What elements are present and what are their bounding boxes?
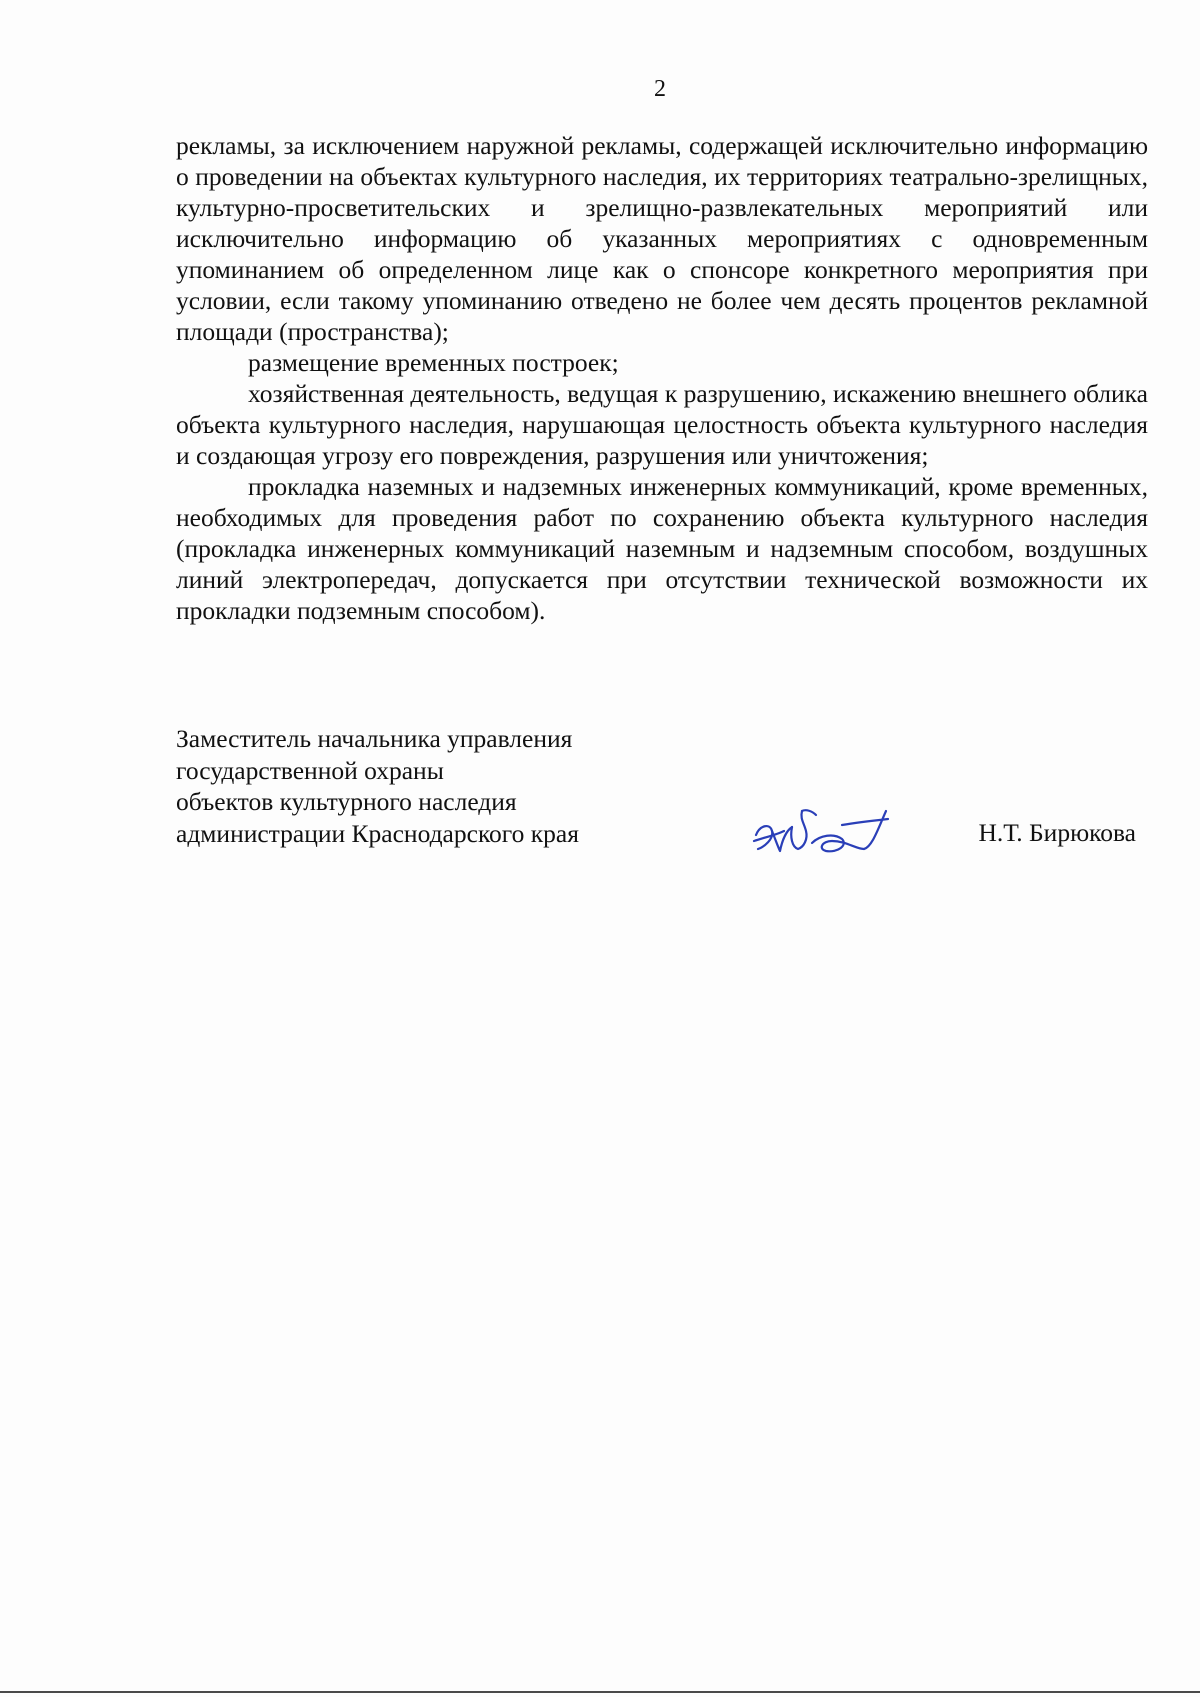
signatory-position-line: администрации Краснодарского края <box>176 818 579 848</box>
signatory-position-line: Заместитель начальника управления <box>176 724 573 753</box>
paragraph-economic-activity: хозяйственная деятельность, ведущая к разрушению, искажению внешнего облика объекта культурного наследия, нарушающая целостность объекта культурного наследия и создающая угрозу его повреждения, разрушения или уничтожения; <box>176 379 1148 470</box>
signatory-name: Н.Т. Бирюкова <box>978 818 1136 847</box>
signatory-position <box>176 723 579 849</box>
handwritten-signature <box>746 801 896 861</box>
page-bottom-edge <box>0 1691 1200 1693</box>
signatory-position-line: объектов культурного наследия <box>176 787 517 816</box>
signature-block <box>176 723 1148 863</box>
paragraph-temporary-buildings: размещение временных построек; <box>248 348 619 377</box>
page-number: 2 <box>654 76 666 102</box>
paragraph-engineering-communications: прокладка наземных и надземных инженерных коммуникаций, кроме временных, необходимых для проведения работ по сохранению объекта культурного наследия (прокладка инженерных коммуникаций наземным и надземным способом, воздушных линий электропередач, допускается при отсутствии технической возможности их прокладки подземным способом). <box>176 472 1148 625</box>
signatory-position-line: государственной охраны <box>176 755 444 785</box>
document-body <box>176 130 1148 626</box>
paragraph-advertising: рекламы, за исключением наружной рекламы, содержащей исключительно информацию о проведении на объектах культурного наследия, их территориях театрально-зрелищных, культурно-просветительских и зрелищно-развлекательных мероприятий или исключительно информацию об указанных мероприятиях с одновременным упоминанием об определенном лице как о спонсоре конкретного мероприятия при условии, если такому упоминанию отведено не более чем десять процентов рекламной площади (пространства); <box>176 131 1148 346</box>
